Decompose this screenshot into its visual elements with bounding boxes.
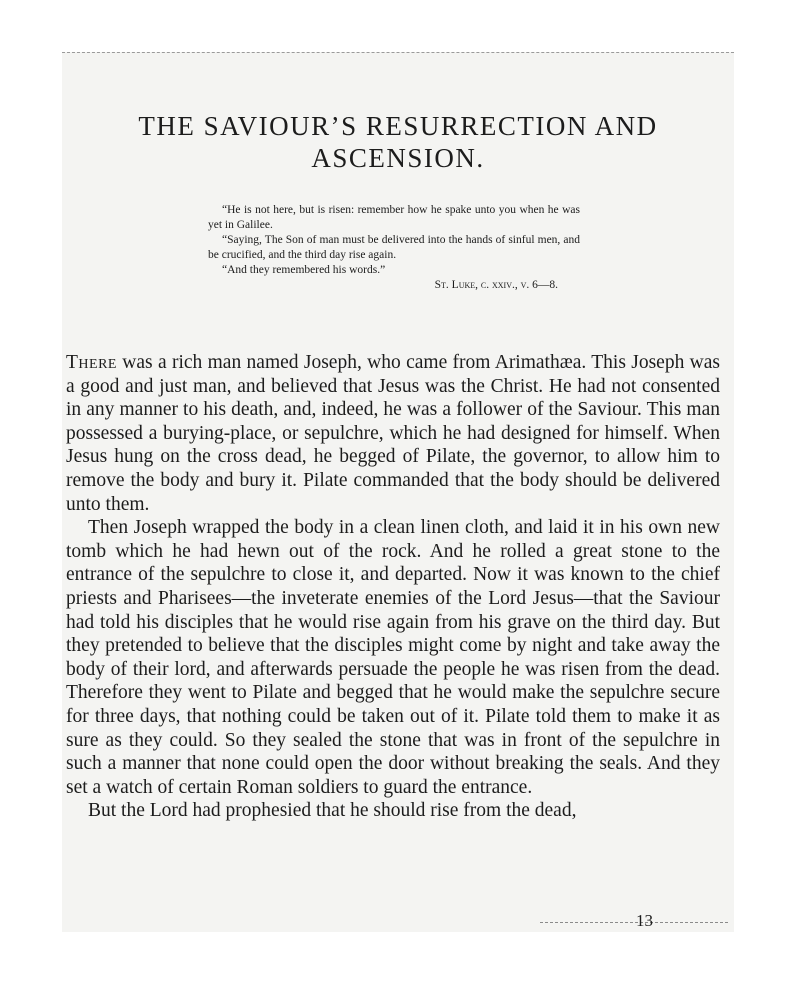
chapter-title xyxy=(62,110,734,174)
paragraph-2: Then Joseph wrapped the body in a clean linen cloth, and laid it in his own new tomb which he had hewn out of the rock. And he rolled a great stone to the entrance of the sepulchre to close it, and departed. Now it was known to the chief priests and Pharisees—the inveterate enemies of the Lord Jesus—that the Saviour had told his disciples that he would rise again from his grave on the third day. But they pretended to believe that the disciples might come by night and take away the body of their lord, and afterwards persuade the people he was risen from the dead. Therefore they went to Pilate and begged that he would make the sepulchre secure for three days, that nothing could be taken out of it. Pilate told them to make it as sure as they could. So they sealed the stone that was in front of the sepulchre in such a manner that none could open the door without breaking the seals. And they set a watch of certain Roman soldiers to guard the entrance. xyxy=(66,517,720,798)
paragraph-1-text: was a rich man named Joseph, who came from Arimathæa. This Joseph was a good and just man, and believed that Jesus was the Christ. He had not consented in any manner to his death, and, indeed, he was a follower of the Saviour. This man possessed a burying-place, or sepulchre, which he had designed for himself. When Jesus hung on the cross dead, he begged of Pilate, the governor, to allow him to remove the body and bury it. Pilate commanded that the body should be delivered unto them. xyxy=(66,352,720,515)
page-number: 13 xyxy=(636,911,653,930)
epigraph xyxy=(208,203,580,293)
epigraph-citation: St. Luke, c. xxiv., v. 6—8. xyxy=(434,279,558,291)
top-edge-rule xyxy=(62,52,734,53)
epigraph-verse: “He is not here, but is risen: remember how he spake unto you when he was yet in Galilee. xyxy=(208,204,580,231)
drop-word: There xyxy=(66,352,117,373)
chapter-title-line-2: ASCENSION. xyxy=(311,143,485,173)
paragraph-1 xyxy=(66,351,720,516)
chapter-title-line-1: THE SAVIOUR’S RESURRECTION AND xyxy=(138,111,658,141)
bottom-edge-rule xyxy=(540,922,728,923)
epigraph-verse: “Saying, The Son of man must be delivered into the hands of sinful men, and be crucified, and the third day rise again. xyxy=(208,234,580,261)
body-text xyxy=(66,351,720,823)
paragraph-3: But the Lord had prophesied that he should rise from the dead, xyxy=(88,800,577,822)
epigraph-verse: “And they remembered his words.” xyxy=(222,264,386,276)
